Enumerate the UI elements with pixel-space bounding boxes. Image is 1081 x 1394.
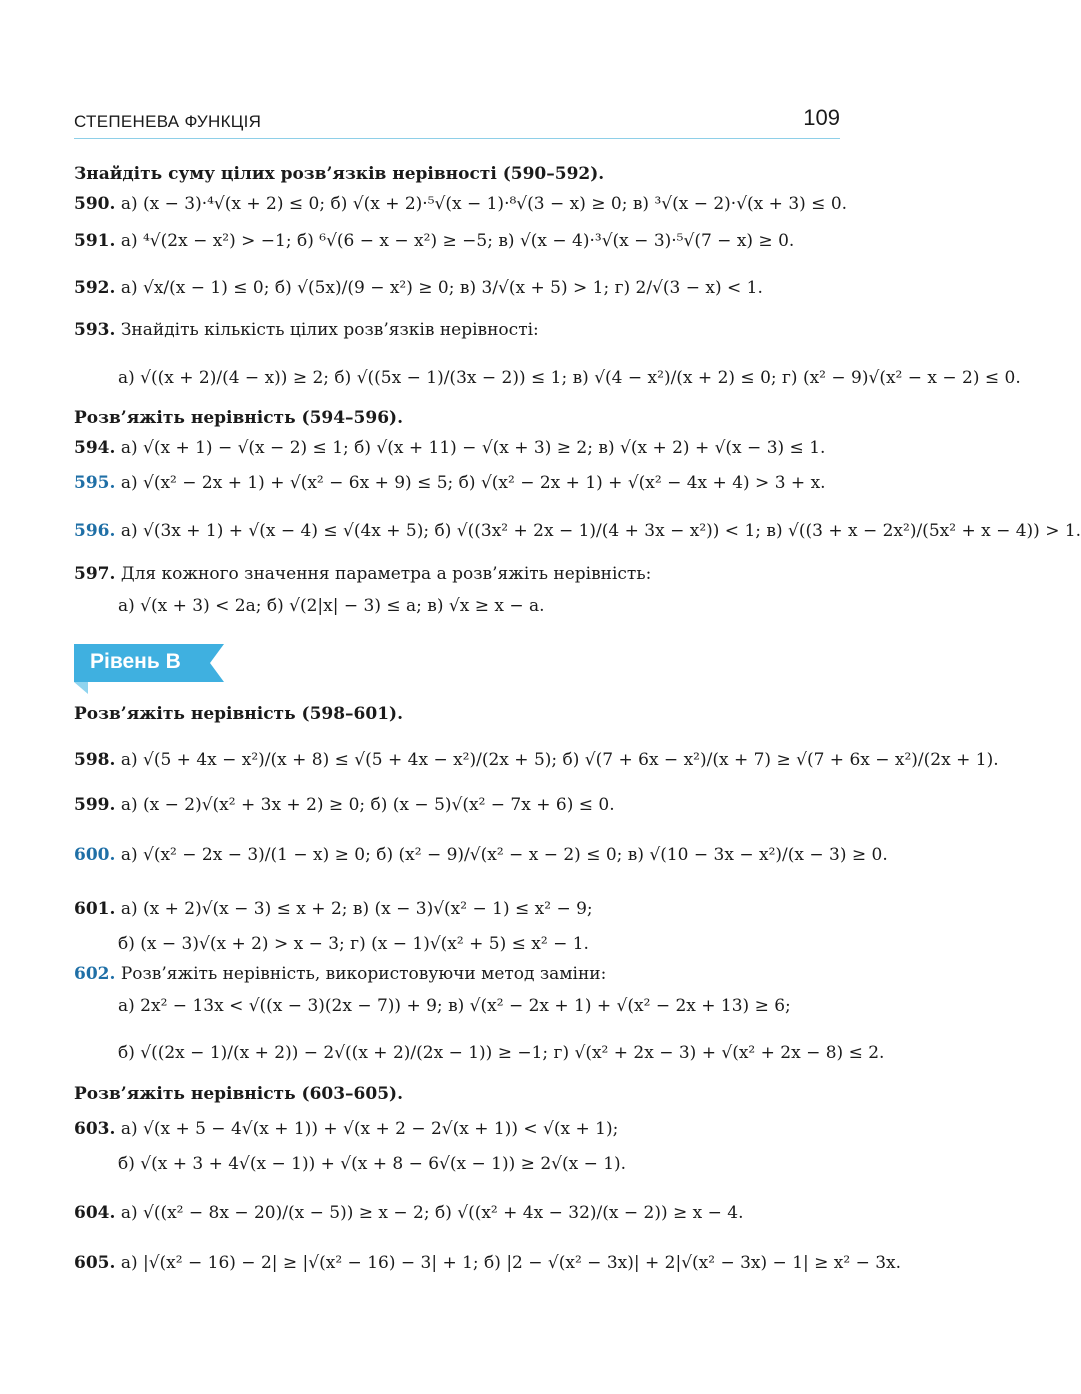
- page-number: 109: [803, 105, 840, 130]
- exercise-text: Для кожного значення параметра a розв’яжіть нерівність:: [120, 564, 652, 584]
- exercise-number: 601.: [74, 899, 116, 919]
- exercise-number: 593.: [74, 320, 116, 340]
- exercise-number: 590.: [74, 194, 116, 214]
- exercise-598: [74, 748, 999, 772]
- exercise-596: [74, 519, 1081, 543]
- section-instruction: Розв’яжіть нерівність (598–601).: [74, 704, 404, 724]
- exercise-text: Знайдіть кількість цілих розв’язків нерівності:: [120, 320, 539, 340]
- section-instruction: Розв’яжіть нерівність (594–596).: [74, 408, 404, 428]
- exercise-591: [74, 229, 854, 253]
- exercise-593: [74, 318, 854, 342]
- exercise-number: 602.: [74, 964, 116, 984]
- exercise-text: а) √(x² − 2x + 1) + √(x² − 6x + 9) ≤ 5; б) √(x² − 2x + 1) + √(x² − 4x + 4) > 3 + x.: [120, 473, 826, 493]
- exercise-number: 592.: [74, 278, 116, 298]
- exercise-number: 605.: [74, 1253, 116, 1273]
- exercise-text: а) √(x + 5 − 4√(x + 1)) + √(x + 2 − 2√(x + 1)) < √(x + 1);: [120, 1119, 619, 1139]
- exercise-text: а) |√(x² − 16) − 2| ≥ |√(x² − 16) − 3| + 1; б) |2 − √(x² − 3x)| + 2|√(x² − 3x) − 1| ≥ x² − 3x.: [120, 1253, 902, 1273]
- exercise-590: [74, 192, 854, 216]
- exercise-597-items: а) √(x + 3) < 2a; б) √(2|x| − 3) ≤ a; в) √x ≥ x − a.: [118, 596, 545, 616]
- exercise-number: 600.: [74, 845, 116, 865]
- exercise-number: 604.: [74, 1203, 116, 1223]
- exercise-text: а) (x − 3)·⁴√(x + 2) ≤ 0; б) √(x + 2)·⁵√(x − 1)·⁸√(3 − x) ≥ 0; в) ³√(x − 2)·√(x + 3) ≤ 0.: [120, 194, 848, 214]
- exercise-602: [74, 962, 854, 986]
- exercise-text: а) (x + 2)√(x − 3) ≤ x + 2; в) (x − 3)√(x² − 1) ≤ x² − 9;: [120, 899, 593, 919]
- exercise-601: [74, 897, 854, 921]
- exercise-592: [74, 276, 854, 300]
- exercise-604: [74, 1201, 854, 1225]
- exercise-text: а) (x − 2)√(x² + 3x + 2) ≥ 0; б) (x − 5)√(x² − 7x + 6) ≤ 0.: [120, 795, 615, 815]
- exercise-601-items: б) (x − 3)√(x + 2) > x − 3; г) (x − 1)√(x² + 5) ≤ x² − 1.: [118, 934, 589, 954]
- exercise-text: а) √(5 + 4x − x²)/(x + 8) ≤ √(5 + 4x − x²)/(2x + 5); б) √(7 + 6x − x²)/(x + 7) ≥ √(7 + 6x − x²)/(2x + 1).: [120, 750, 999, 770]
- section-instruction: Знайдіть суму цілих розв’язків нерівності (590–592).: [74, 164, 605, 184]
- exercise-number: 599.: [74, 795, 116, 815]
- exercise-600: [74, 843, 888, 867]
- exercise-text: Розв’яжіть нерівність, використовуючи метод заміни:: [120, 964, 607, 984]
- exercise-number: 595.: [74, 473, 116, 493]
- exercise-number: 594.: [74, 438, 116, 458]
- exercise-602-items-1: а) 2x² − 13x < √((x − 3)(2x − 7)) + 9; в) √(x² − 2x + 1) + √(x² − 2x + 13) ≥ 6;: [118, 996, 791, 1016]
- exercise-number: 598.: [74, 750, 116, 770]
- exercise-599: [74, 793, 854, 817]
- exercise-text: а) √(x + 1) − √(x − 2) ≤ 1; б) √(x + 11) − √(x + 3) ≥ 2; в) √(x + 2) + √(x − 3) ≤ 1.: [120, 438, 826, 458]
- exercise-text: а) ⁴√(2x − x²) > −1; б) ⁶√(6 − x − x²) ≥ −5; в) √(x − 4)·³√(x − 3)·⁵√(7 − x) ≥ 0.: [120, 231, 795, 251]
- exercise-number: 603.: [74, 1119, 116, 1139]
- exercise-595: [74, 471, 854, 495]
- exercise-603: [74, 1117, 854, 1141]
- exercise-number: 596.: [74, 521, 116, 541]
- section-instruction: Розв’яжіть нерівність (603–605).: [74, 1084, 404, 1104]
- running-title: СТЕПЕНЕВА ФУНКЦІЯ: [74, 112, 262, 131]
- exercise-text: а) √x/(x − 1) ≤ 0; б) √(5x)/(9 − x²) ≥ 0; в) 3/√(x + 5) > 1; г) 2/√(3 − x) < 1.: [120, 278, 763, 298]
- level-banner: [74, 644, 224, 682]
- exercise-number: 597.: [74, 564, 116, 584]
- page-header: [74, 100, 840, 139]
- exercise-594: [74, 436, 854, 460]
- exercise-number: 591.: [74, 231, 116, 251]
- exercise-text: а) √(3x + 1) + √(x − 4) ≤ √(4x + 5); б) √((3x² + 2x − 1)/(4 + 3x − x²)) < 1; в) √((3 + x − 2x²)/(5x² + x − 4)) > 1.: [120, 521, 1081, 541]
- exercise-603-item-b: б) √(x + 3 + 4√(x − 1)) + √(x + 8 − 6√(x − 1)) ≥ 2√(x − 1).: [118, 1154, 627, 1174]
- exercise-text: а) √((x² − 8x − 20)/(x − 5)) ≥ x − 2; б) √((x² + 4x − 32)/(x − 2)) ≥ x − 4.: [120, 1203, 744, 1223]
- exercise-597: [74, 562, 854, 586]
- exercise-593-items: а) √((x + 2)/(4 − x)) ≥ 2; б) √((5x − 1)/(3x − 2)) ≤ 1; в) √(4 − x²)/(x + 2) ≤ 0; г) (x² − 9)√(x² − x − 2) ≤ 0.: [118, 368, 1021, 388]
- exercise-602-items-2: б) √((2x − 1)/(x + 2)) − 2√((x + 2)/(2x − 1)) ≥ −1; г) √(x² + 2x − 3) + √(x² + 2x − 8) ≤ 2.: [118, 1043, 885, 1063]
- exercise-text: а) √(x² − 2x − 3)/(1 − x) ≥ 0; б) (x² − 9)/√(x² − x − 2) ≤ 0; в) √(10 − 3x − x²)/(x − 3) ≥ 0.: [120, 845, 888, 865]
- exercise-605: [74, 1251, 902, 1275]
- level-label: Рівень В: [90, 650, 181, 673]
